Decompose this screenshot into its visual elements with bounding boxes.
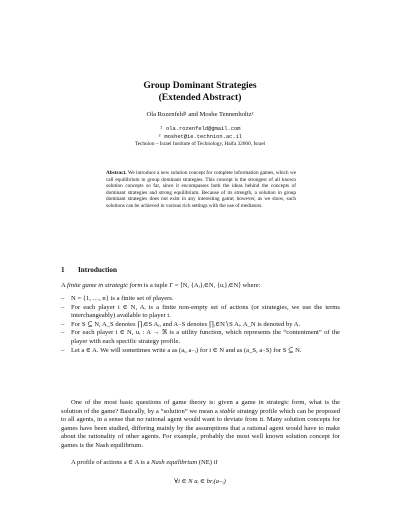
section-number: 1 xyxy=(61,266,65,274)
list-item-text: For each player i ∈ N, Aᵢ is a finite non-empty set of actions (or strategies, we use the terms interchangeably) available to player i. xyxy=(71,303,340,320)
p1-term: finite game in strategic form xyxy=(67,282,143,289)
definition-list xyxy=(61,295,340,355)
p3-part-a: A profile of actions a ∈ A is a xyxy=(71,459,152,466)
p3-term: Nash equilibrium xyxy=(151,459,198,466)
affiliation: Technion – Israel Institute of Technology, Haifa 32000, Israel xyxy=(134,141,266,147)
list-item-text: For S ⊆ N, A_S denotes ∏ᵢ∈S Aᵢ, and A₋S denotes ∏ᵢ∈N∖S Aᵢ. A_N is denoted by A. xyxy=(71,320,301,328)
email-2: ² moshet@ie.technion.ac.il xyxy=(157,133,243,140)
list-item-text: N = {1, …, n} is a finite set of players. xyxy=(71,295,174,302)
p1-suffix: is a tuple Γ = ⟨N, {Aᵢ}ᵢ∈N, {uᵢ}ᵢ∈N⟩ where: xyxy=(142,282,261,289)
list-item-text: Let a ∈ A. We will sometimes write a as (aᵢ, a₋ᵢ) for i ∈ N and as (a_S, a₋S) for S ⊆ N. xyxy=(71,346,302,354)
p3-part-b: (NE) if xyxy=(197,459,218,466)
section-heading xyxy=(61,266,117,275)
list-item-text: For each player i ∈ N, uᵢ : A → ℜ is a utility function, which represents the “contentment” of the player with each specific strategy profile. xyxy=(71,329,340,345)
author-emails xyxy=(0,126,400,141)
paper-title xyxy=(0,80,400,104)
list-item: – For each player i ∈ N, Aᵢ is a finite non-empty set of actions (or strategies, we use the terms interchangeably) available to player i. xyxy=(61,303,340,320)
abstract-label: Abstract. xyxy=(106,170,127,176)
p1-prefix: A xyxy=(61,282,68,289)
intro-paragraph-3 xyxy=(61,459,340,468)
p2-part-a: One of the most basic questions of game theory is: given a game in strategic form, what is the solution of the game? Basically, by a “solution” we mean a xyxy=(61,399,340,415)
title-line-2: (Extended Abstract) xyxy=(158,92,242,103)
list-item: – For S ⊆ N, A_S denotes ∏ᵢ∈S Aᵢ, and A₋S denotes ∏ᵢ∈N∖S Aᵢ. A_N is denoted by A. xyxy=(61,321,340,330)
abstract-text: We introduce a new solution concept for complete information games, which we call equilibrium in group dominant strategies. This concept is the strongest of all known solution concepts so far, since it encompasses both the ideas behind the concepts of dominant strategies and strong equilibrium. Because of its strength, a solution in group dominant strategies does not exist in any interesting game; however, as we show, such solutions can be achieved in various rich settings with the use of mediators. xyxy=(106,170,296,209)
intro-paragraph-1 xyxy=(61,282,340,291)
email-1: ¹ ola.rozenfeld@gmail.com xyxy=(159,126,241,132)
section-title: Introduction xyxy=(78,266,118,274)
nash-equation: ∀i ∈ N aᵢ ∈ brᵢ(a₋ᵢ) xyxy=(174,478,226,485)
intro-paragraph-2 xyxy=(61,399,340,451)
list-item: – Let a ∈ A. We will sometimes write a as (aᵢ, a₋ᵢ) for i ∈ N and as (a_S, a₋S) for S ⊆ N. xyxy=(61,347,340,356)
p2-term: stable xyxy=(219,407,236,415)
title-line-1: Group Dominant Strategies xyxy=(143,80,257,91)
list-item: – For each player i ∈ N, uᵢ : A → ℜ is a utility function, which represents the “contentment” of the player with each specific strategy profile. xyxy=(61,329,340,345)
list-item: – N = {1, …, n} is a finite set of players. xyxy=(61,295,340,304)
abstract xyxy=(106,170,296,210)
authors: Ola Rozenfeld¹ and Moshe Tennenholtz² xyxy=(146,111,254,118)
p2-part-b: strategy profile which can be proposed to all agents, in a sense that no rational agent would want to deviate from it. Many solution concepts for games have been studied, differing mainly by the assumptions that a rational agent would have to make about the rationality of other agents. For example, probably the most well known solution concept for games is the Nash equilibrium. xyxy=(61,407,340,449)
